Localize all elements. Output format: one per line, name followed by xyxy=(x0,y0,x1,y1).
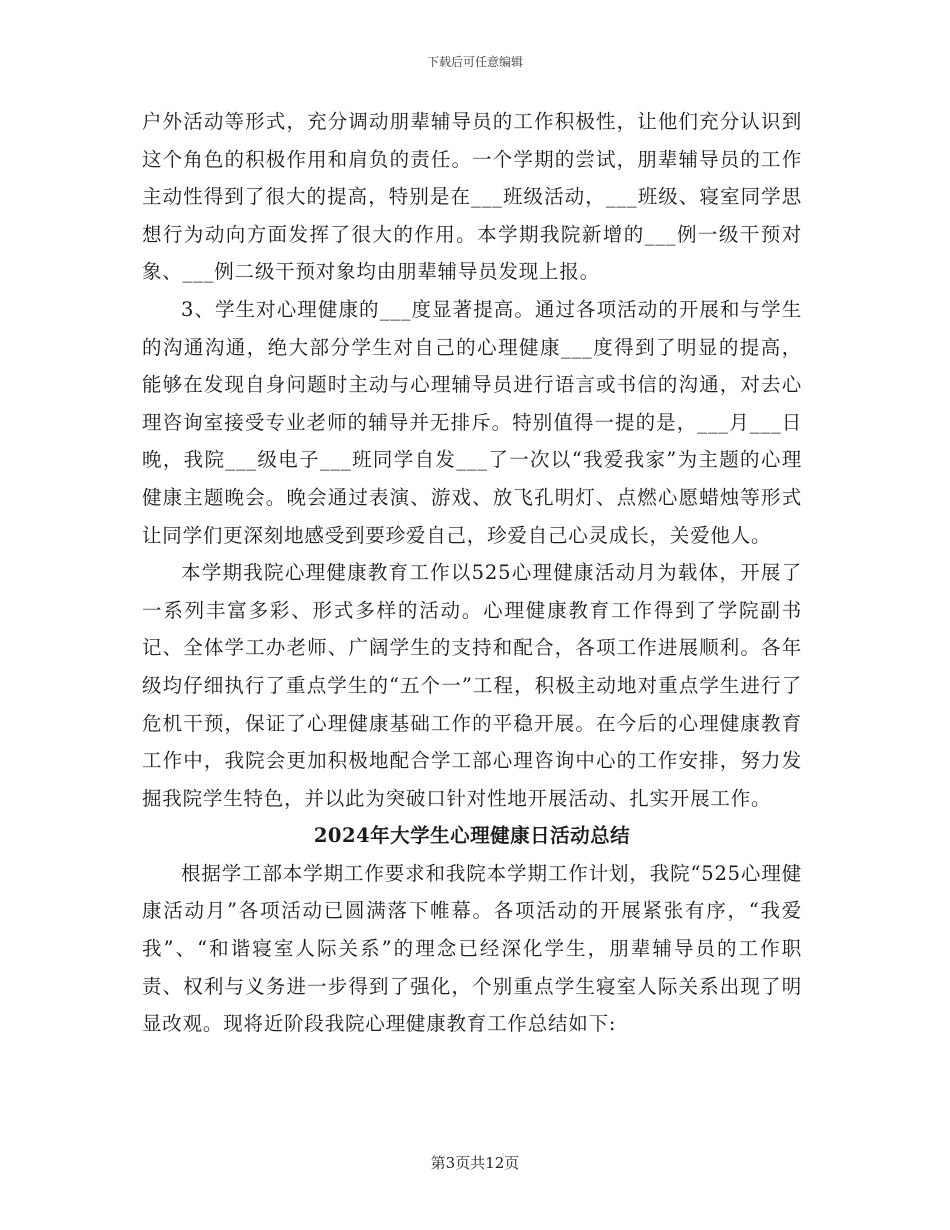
section-title: 2024年大学生心理健康日活动总结 xyxy=(313,824,631,848)
paragraph-continuation: 户外活动等形式，充分调动朋辈辅导员的工作积极性，让他们充分认识到这个角色的积极作用和肩负的责任。一个学期的尝试，朋辈辅导员的工作主动性得到了很大的提高，特别是在___班级活动，___班级、寝室同学思想行为动向方面发挥了很大的作用。本学期我院新增的___例一级干预对象、___例二级干预对象均由朋辈辅导员发现上报。 xyxy=(142,110,802,284)
document-body xyxy=(142,103,802,1043)
paragraph-item-3: 3、学生对心理健康的___度显著提高。通过各项活动的开展和与学生的沟通沟通，绝大部分学生对自己的心理健康___度得到了明显的提高，能够在发现自身问题时主动与心理辅导员进行语言或书信的沟通，对去心理咨询室接受专业老师的辅导并无排斥。特别值得一提的是，___月___日晚，我院___级电子___班同学自发___了一次以“我爱我家”为主题的心理健康主题晚会。晚会通过表演、游戏、放飞孔明灯、点燃心愿蜡烛等形式让同学们更深刻地感受到要珍爱自己，珍爱自己心灵成长，关爱他人。 xyxy=(142,297,802,547)
page-header: 下载后可任意编辑 xyxy=(426,55,523,69)
page-number: 第3页共12页 xyxy=(430,1154,520,1172)
paragraph-intro: 根据学工部本学期工作要求和我院本学期工作计划，我院“525心理健康活动月”各项活动已圆满落下帷幕。各项活动的开展紧张有序，“我爱我”、“和谐寝室人际关系”的理念已经深化学生，朋辈辅导员的工作职责、权利与义务进一步得到了强化，个别重点学生寝室人际关系出现了明显改观。现将近阶段我院心理健康教育工作总结如下: xyxy=(142,861,802,1036)
paragraph-summary: 本学期我院心理健康教育工作以525心理健康活动月为载体，开展了一系列丰富多彩、形式多样的活动。心理健康教育工作得到了学院副书记、全体学工办老师、广阔学生的支持和配合，各项工作进展顺利。各年级均仔细执行了重点学生的“五个一”工程，积极主动地对重点学生进行了危机干预，保证了心理健康基础工作的平稳开展。在今后的心理健康教育工作中，我院会更加积极地配合学工部心理咨询中心的工作安排，努力发掘我院学生特色，并以此为突破口针对性地开展活动、扎实开展工作。 xyxy=(142,561,802,810)
